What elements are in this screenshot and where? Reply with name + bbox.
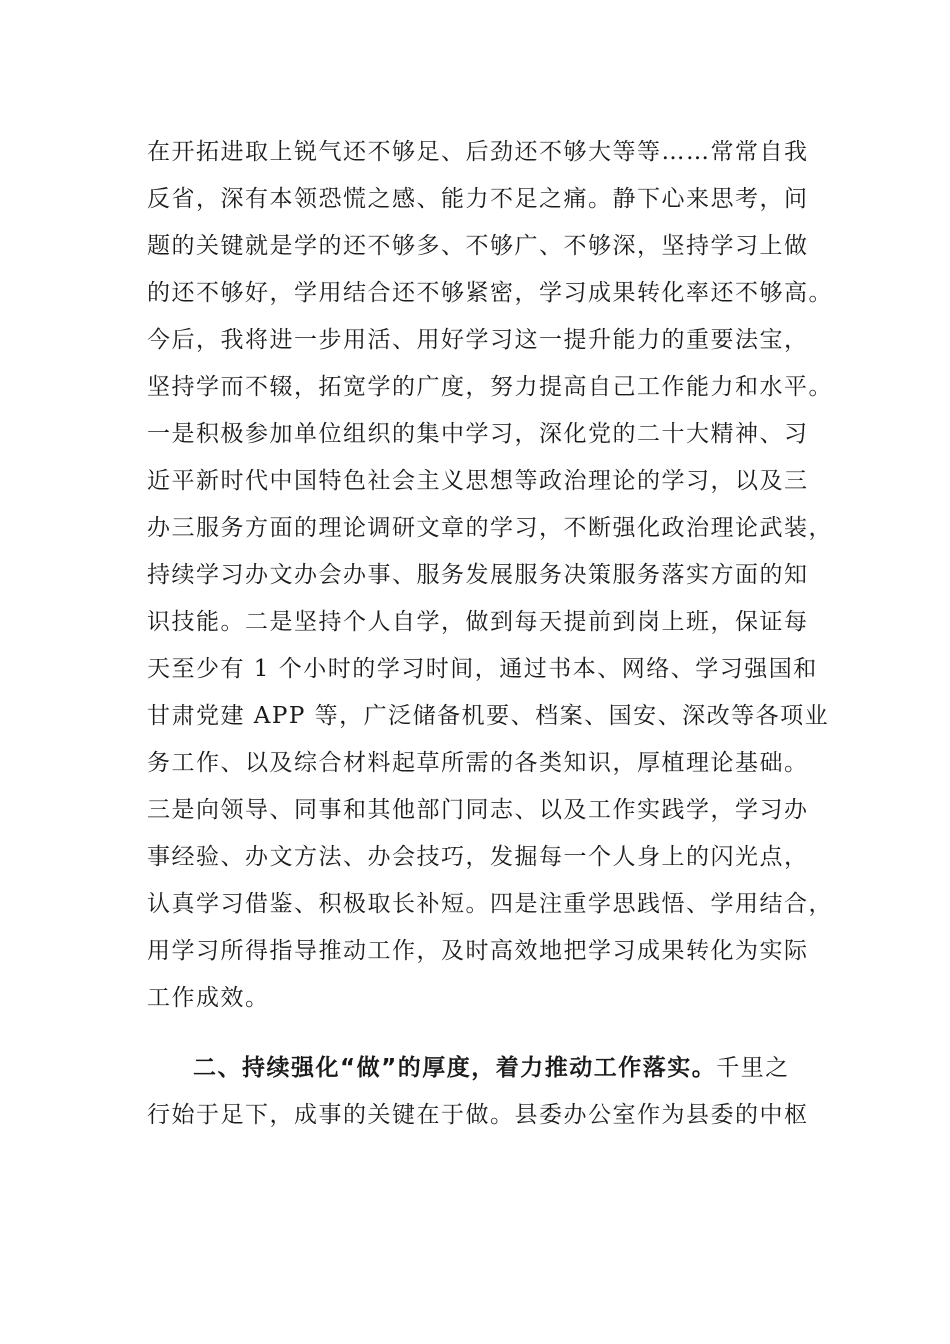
text-line: 今后，我将进一步用活、用好学习这一提升能力的重要法宝， [147, 327, 809, 353]
text-line: 事经验、办文方法、办会技巧，发掘每一个人身上的闪光点， [147, 844, 809, 870]
text-line: 用学习所得指导推动工作，及时高效地把学习成果转化为实际 [147, 938, 809, 964]
text-line: 反省，深有本领恐慌之感、能力不足之痛。静下心来思考，问 [147, 186, 809, 212]
section-heading: 二、持续强化“做”的厚度，着力推动工作落实。 [193, 1055, 717, 1081]
text-line: 坚持学而不辍，拓宽学的广度，努力提高自己工作能力和水平。 [147, 374, 833, 400]
text-line: 务工作、以及综合材料起草所需的各类知识，厚植理论基础。 [147, 750, 809, 776]
text-line: 天至少有 1 个小时的学习时间，通过书本、网络、学习强国和 [147, 656, 818, 682]
text-line: 认真学习借鉴、积极取长补短。四是注重学思践悟、学用结合， [147, 891, 833, 917]
text-line: 的还不够好，学用结合还不够紧密，学习成果转化率还不够高。 [147, 280, 833, 306]
text-line: 题的关键就是学的还不够多、不够广、不够深，坚持学习上做 [147, 233, 809, 259]
text-line: 在开拓进取上锐气还不够足、后劲还不够大等等……常常自我 [147, 139, 809, 165]
text-line: 近平新时代中国特色社会主义思想等政治理论的学习，以及三 [147, 468, 809, 494]
text-line: 办三服务方面的理论调研文章的学习，不断强化政治理论武装， [147, 515, 833, 541]
text-line: 三是向领导、同事和其他部门同志、以及工作实践学，学习办 [147, 797, 809, 823]
text-line: 识技能。二是坚持个人自学，做到每天提前到岗上班，保证每 [147, 609, 809, 635]
text-line: 甘肃党建 APP 等，广泛储备机要、档案、国安、深改等各项业 [147, 703, 830, 729]
text-line: 一是积极参加单位组织的集中学习，深化党的二十大精神、习 [147, 421, 809, 447]
text-line: 持续学习办文办会办事、服务发展服务决策服务落实方面的知 [147, 562, 809, 588]
text-line: 工作成效。 [147, 985, 270, 1011]
text-line: 行始于足下，成事的关键在于做。县委办公室作为县委的中枢 [147, 1102, 809, 1128]
heading-continuation: 千里之 [716, 1055, 790, 1081]
paragraph-2-first-line [193, 1051, 790, 1085]
